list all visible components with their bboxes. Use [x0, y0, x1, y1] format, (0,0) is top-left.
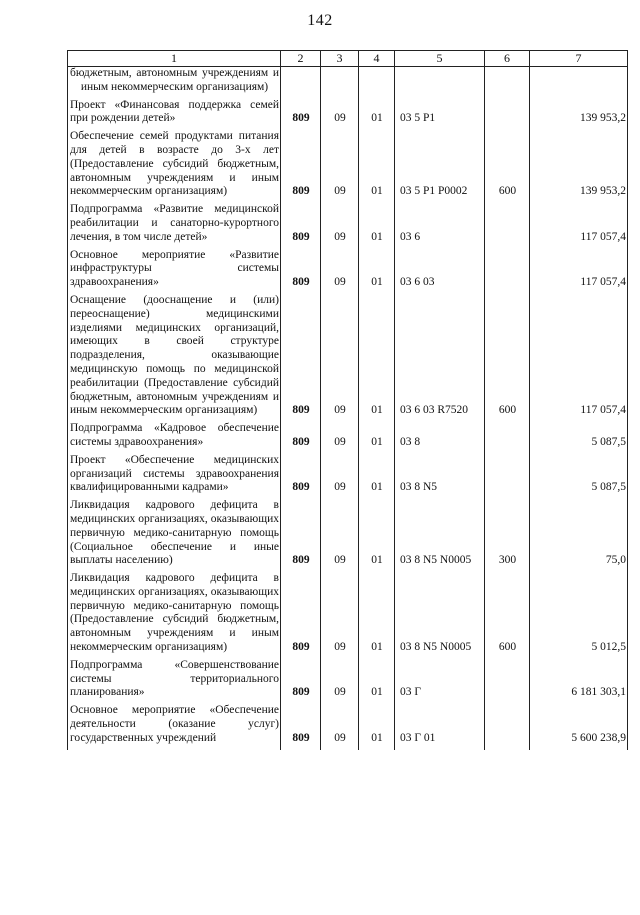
- row-subsection-code: 01: [359, 249, 395, 294]
- row-expense-type: [485, 454, 530, 499]
- column-header-5: 5: [395, 51, 485, 67]
- row-description: Подпрограмма «Кадровое обеспечение системы здравоохранения»: [68, 422, 281, 454]
- row-target-article: 03 8: [395, 422, 485, 454]
- page-number: 142: [307, 12, 333, 29]
- row-expense-type: [485, 659, 530, 704]
- row-description: Подпрограмма «Совершенствование системы территориального планирования»: [68, 659, 281, 704]
- table-row: [68, 294, 628, 422]
- row-section-code: 09: [321, 130, 359, 203]
- row-target-article: 03 5 P1 P0002: [395, 130, 485, 203]
- row-target-article: 03 6 03 R7520: [395, 294, 485, 422]
- row-target-article: 03 8 N5 N0005: [395, 572, 485, 659]
- row-subsection-code: 01: [359, 422, 395, 454]
- row-expense-type: 600: [485, 294, 530, 422]
- row-ministry-code: 809: [281, 704, 321, 749]
- row-amount: 6 181 303,1: [530, 659, 628, 704]
- row-target-article: 03 6 03: [395, 249, 485, 294]
- row-target-article: 03 Г: [395, 659, 485, 704]
- row-ministry-code: [281, 67, 321, 99]
- table-row: [68, 454, 628, 499]
- row-description: Проект «Финансовая поддержка семей при рождении детей»: [68, 99, 281, 131]
- column-header-6: 6: [485, 51, 530, 67]
- row-amount: 139 953,2: [530, 99, 628, 131]
- row-amount: 75,0: [530, 499, 628, 572]
- row-description: бюджетным, автономным учреждениям и иным некоммерческим организациям): [68, 67, 281, 99]
- row-subsection-code: [359, 67, 395, 99]
- row-amount: 117 057,4: [530, 203, 628, 248]
- row-ministry-code: 809: [281, 499, 321, 572]
- row-amount: 139 953,2: [530, 130, 628, 203]
- row-expense-type: [485, 704, 530, 749]
- table-row: [68, 499, 628, 572]
- table-row: [68, 203, 628, 248]
- row-subsection-code: 01: [359, 454, 395, 499]
- row-expense-type: 600: [485, 572, 530, 659]
- row-section-code: 09: [321, 454, 359, 499]
- row-subsection-code: 01: [359, 499, 395, 572]
- row-subsection-code: 01: [359, 704, 395, 749]
- row-ministry-code: 809: [281, 659, 321, 704]
- table-body: [68, 67, 628, 750]
- row-ministry-code: 809: [281, 454, 321, 499]
- row-expense-type: [485, 99, 530, 131]
- row-expense-type: [485, 203, 530, 248]
- row-section-code: 09: [321, 659, 359, 704]
- row-ministry-code: 809: [281, 572, 321, 659]
- row-section-code: 09: [321, 422, 359, 454]
- row-target-article: [395, 67, 485, 99]
- row-expense-type: [485, 249, 530, 294]
- row-section-code: 09: [321, 704, 359, 749]
- row-description: Оснащение (дооснащение и (или) переоснащение) медицинскими изделиями медицинских организаций, имеющих в своей структуре подразделения, оказывающие медицинскую помощь по медицинской реабилитации (Предоставление субсидий бюджетным, автономным учреждениям и иным некоммерческим организациям): [68, 294, 281, 422]
- row-expense-type: 600: [485, 130, 530, 203]
- table-header: [68, 51, 628, 67]
- table-row: [68, 67, 628, 99]
- row-expense-type: 300: [485, 499, 530, 572]
- column-header-2: 2: [281, 51, 321, 67]
- column-header-7: 7: [530, 51, 628, 67]
- row-ministry-code: 809: [281, 294, 321, 422]
- table-row: [68, 249, 628, 294]
- row-expense-type: [485, 67, 530, 99]
- table-row: [68, 130, 628, 203]
- row-description: Основное мероприятие «Развитие инфраструктуры системы здравоохранения»: [68, 249, 281, 294]
- row-amount: 5 087,5: [530, 422, 628, 454]
- row-ministry-code: 809: [281, 249, 321, 294]
- table-row: [68, 659, 628, 704]
- row-amount: 5 087,5: [530, 454, 628, 499]
- row-amount: 5 012,5: [530, 572, 628, 659]
- row-target-article: 03 8 N5 N0005: [395, 499, 485, 572]
- column-header-4: 4: [359, 51, 395, 67]
- column-header-1: 1: [68, 51, 281, 67]
- table-row: [68, 422, 628, 454]
- table-row: [68, 99, 628, 131]
- table-row: [68, 704, 628, 749]
- row-subsection-code: 01: [359, 130, 395, 203]
- row-description: Ликвидация кадрового дефицита в медицинских организациях, оказывающих первичную медико-санитарную помощь (Социальное обеспечение и иные выплаты населению): [68, 499, 281, 572]
- row-section-code: 09: [321, 99, 359, 131]
- row-section-code: [321, 67, 359, 99]
- row-description: Проект «Обеспечение медицинских организаций системы здравоохранения квалифицированными кадрами»: [68, 454, 281, 499]
- row-expense-type: [485, 422, 530, 454]
- row-subsection-code: 01: [359, 572, 395, 659]
- row-target-article: 03 6: [395, 203, 485, 248]
- row-amount: 5 600 238,9: [530, 704, 628, 749]
- row-description: Основное мероприятие «Обеспечение деятельности (оказание услуг) государственных учреждений: [68, 704, 281, 749]
- row-subsection-code: 01: [359, 659, 395, 704]
- header-row: [68, 51, 628, 67]
- row-target-article: 03 8 N5: [395, 454, 485, 499]
- row-amount: 117 057,4: [530, 294, 628, 422]
- row-description: Подпрограмма «Развитие медицинской реабилитации и санаторно-курортного лечения, в том числе детей»: [68, 203, 281, 248]
- row-subsection-code: 01: [359, 99, 395, 131]
- row-description: Обеспечение семей продуктами питания для детей в возрасте до 3-х лет (Предоставление субсидий бюджетным, автономным учреждениям и иным некоммерческим организациям): [68, 130, 281, 203]
- row-ministry-code: 809: [281, 203, 321, 248]
- row-section-code: 09: [321, 572, 359, 659]
- row-amount: 117 057,4: [530, 249, 628, 294]
- row-target-article: 03 Г 01: [395, 704, 485, 749]
- table-row: [68, 572, 628, 659]
- row-ministry-code: 809: [281, 422, 321, 454]
- row-amount: [530, 67, 628, 99]
- row-section-code: 09: [321, 203, 359, 248]
- row-section-code: 09: [321, 294, 359, 422]
- row-description: Ликвидация кадрового дефицита в медицинских организациях, оказывающих первичную медико-санитарную помощь (Предоставление субсидий бюджетным, автономным учреждениям и иным некоммерческим организациям): [68, 572, 281, 659]
- row-ministry-code: 809: [281, 130, 321, 203]
- row-subsection-code: 01: [359, 294, 395, 422]
- budget-table: [67, 50, 628, 750]
- row-ministry-code: 809: [281, 99, 321, 131]
- row-section-code: 09: [321, 499, 359, 572]
- row-section-code: 09: [321, 249, 359, 294]
- row-target-article: 03 5 P1: [395, 99, 485, 131]
- budget-table-container: [67, 50, 628, 750]
- column-header-3: 3: [321, 51, 359, 67]
- row-subsection-code: 01: [359, 203, 395, 248]
